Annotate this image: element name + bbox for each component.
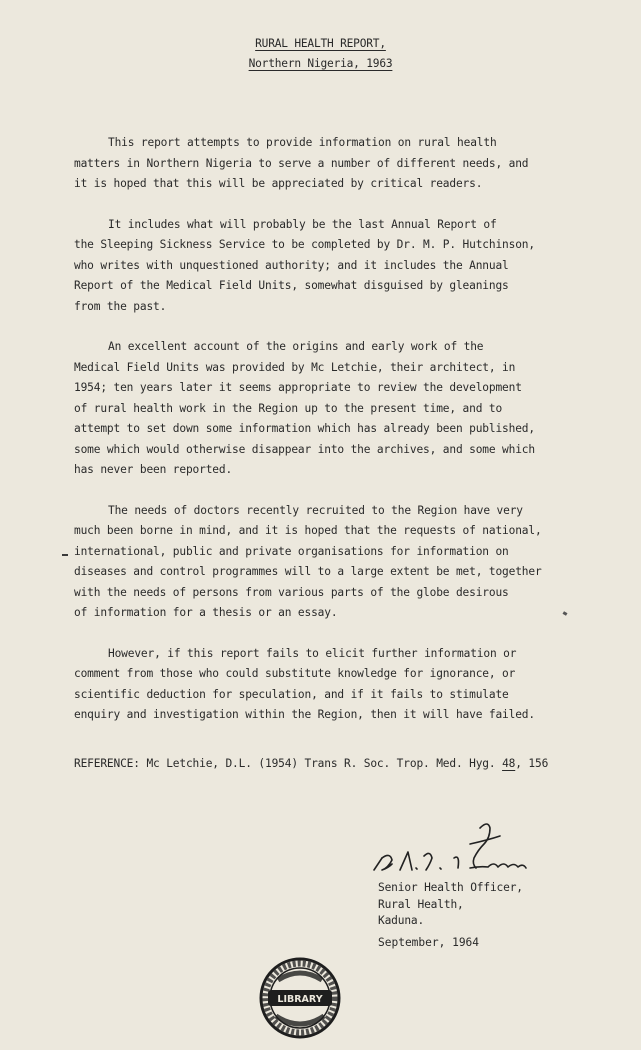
reference-line <box>74 757 548 770</box>
signer-department: Rural Health, <box>378 897 464 911</box>
report-title: RURAL HEALTH REPORT, <box>255 37 386 50</box>
report-subtitle: Northern Nigeria, 1963 <box>248 57 393 70</box>
margin-dash-mark <box>62 554 68 556</box>
text-line: 1954; ten years later it seems appropriate to review the development <box>74 381 522 394</box>
text-line: who writes with unquestioned authority; and it includes the Annual <box>74 258 509 272</box>
text-line: international, public and private organisations for information on <box>74 544 509 558</box>
paragraph-1 <box>74 133 574 195</box>
text-line: enquiry and investigation within the Region, then it will have failed. <box>74 708 535 721</box>
text-line: from the past. <box>74 299 167 313</box>
text-line: has never been reported. <box>74 463 233 476</box>
text-line: This report attempts to provide information on rural health <box>108 136 497 149</box>
paragraph-3 <box>74 337 574 481</box>
text-line: Report of the Medical Field Units, somewhat disguised by gleanings <box>74 279 509 292</box>
text-line: the Sleeping Sickness Service to be completed by Dr. M. P. Hutchinson, <box>74 238 535 251</box>
text-line: comment from those who could substitute knowledge for ignorance, or <box>74 667 516 680</box>
body-text <box>74 133 574 746</box>
text-line: The needs of doctors recently recruited to the Region have very <box>108 503 523 517</box>
text-line: scientific deduction for speculation, and if it fails to stimulate <box>74 687 509 701</box>
paragraph-2 <box>74 215 574 318</box>
signer-location: Kaduna. <box>378 914 425 927</box>
paragraph-5 <box>74 644 574 726</box>
reference-text: REFERENCE: Mc Letchie, D.L. (1954) Trans R. Soc. Trop. Med. Hyg. <box>74 757 503 770</box>
text-line: of rural health work in the Region up to the present time, and to <box>74 401 503 415</box>
reference-pages: , 156 <box>515 757 549 770</box>
handwritten-signature <box>370 818 550 882</box>
text-line: Medical Field Units was provided by Mc Letchie, their architect, in <box>74 360 516 374</box>
text-line: with the needs of persons from various parts of the globe desirous <box>74 585 509 599</box>
text-line: diseases and control programmes will to a large extent be met, together <box>74 565 542 578</box>
report-header <box>0 34 641 74</box>
text-line: However, if this report fails to elicit further information or <box>108 646 517 660</box>
text-line: of information for a thesis or an essay. <box>74 606 338 619</box>
document-date: September, 1964 <box>378 936 480 949</box>
stamp-center-text: LIBRARY <box>277 994 323 1005</box>
text-line: An excellent account of the origins and early work of the <box>108 340 484 353</box>
paragraph-4 <box>74 501 574 624</box>
text-line: much been borne in mind, and it is hoped that the requests of national, <box>74 524 542 537</box>
text-line: it is hoped that this will be appreciated by critical readers. <box>74 177 483 190</box>
signer-title: Senior Health Officer, <box>378 881 523 894</box>
text-line: matters in Northern Nigeria to serve a number of different needs, and <box>74 156 529 170</box>
reference-volume: 48 <box>502 757 516 770</box>
text-line: attempt to set down some information which has already been published, <box>74 422 535 435</box>
signer-block <box>378 880 523 930</box>
text-line: It includes what will probably be the last Annual Report of <box>108 217 497 231</box>
library-stamp <box>258 956 342 1040</box>
text-line: some which would otherwise disappear into the archives, and some which <box>74 442 535 456</box>
